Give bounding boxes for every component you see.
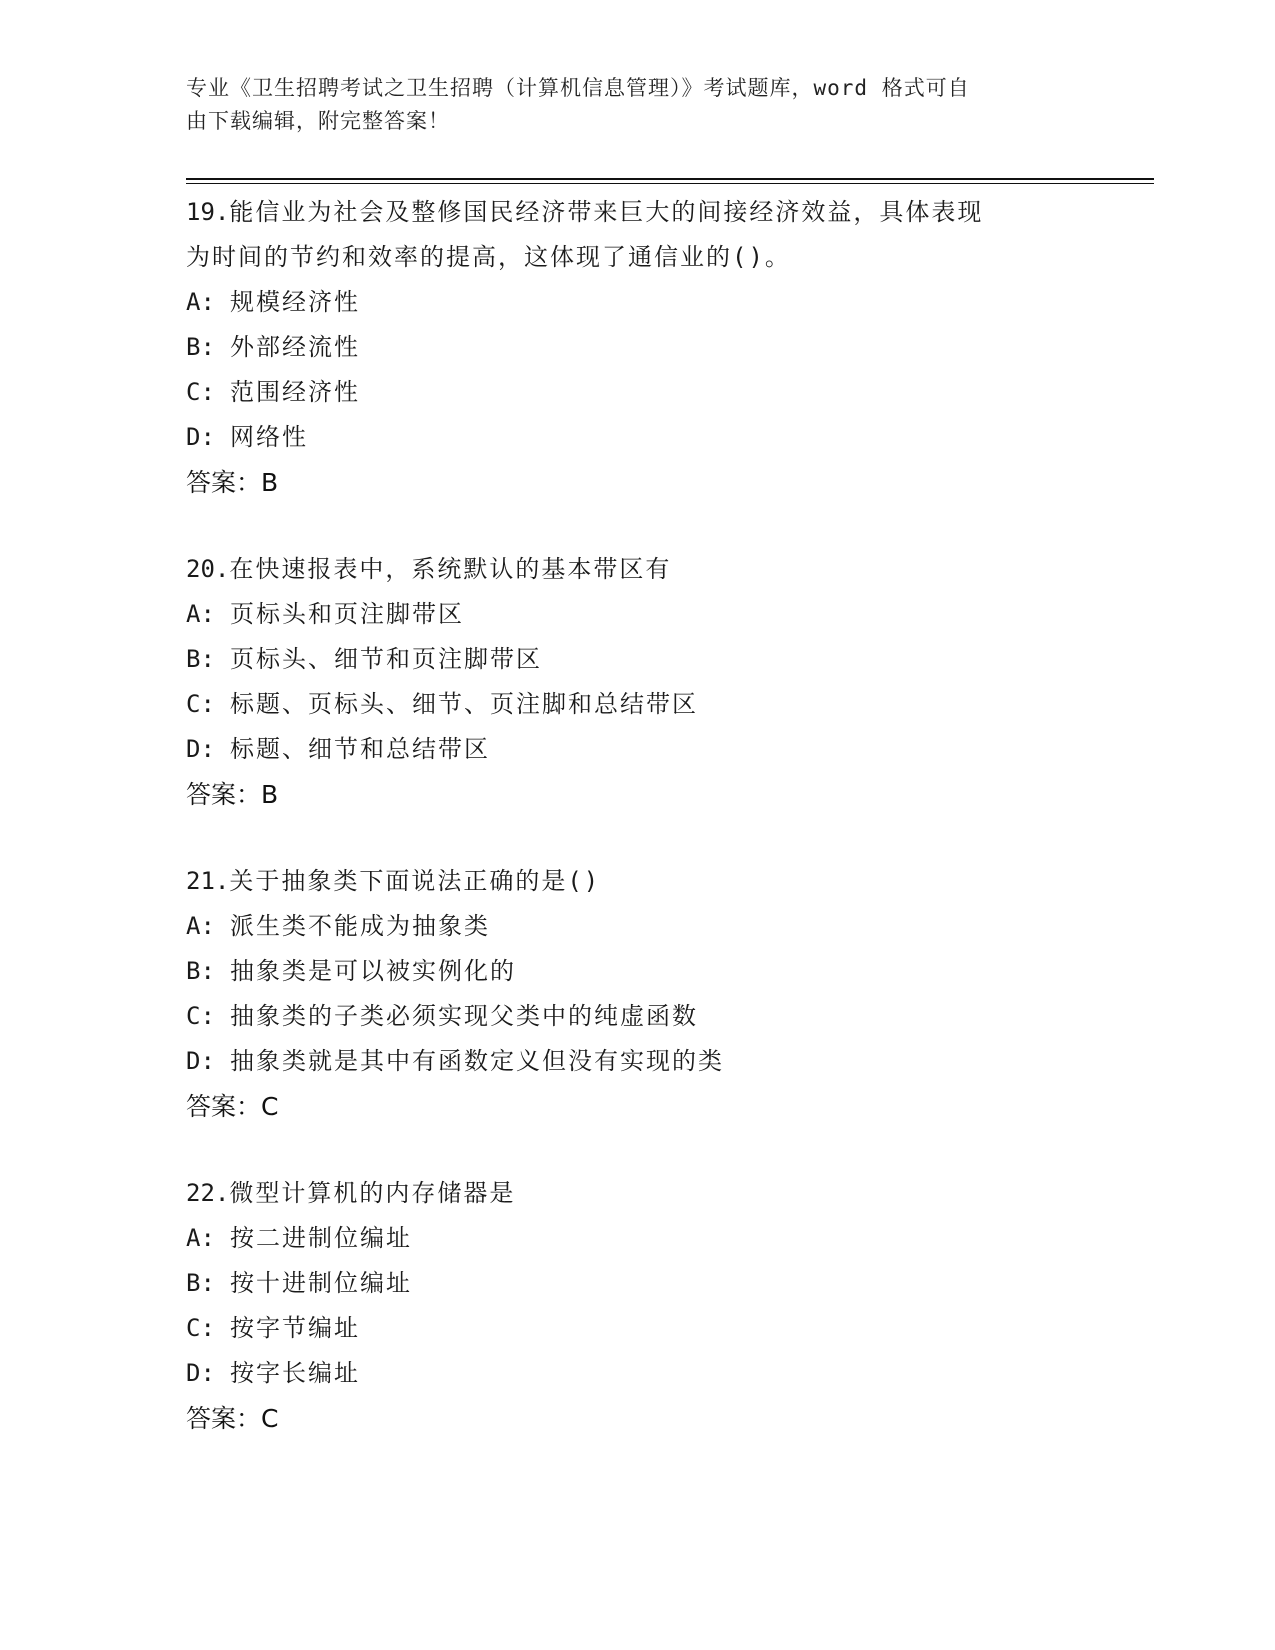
question-text-line-1: 能信业为社会及整修国民经济带来巨大的间接经济效益，具体表现 bbox=[229, 198, 984, 226]
question-text-line-1: 关于抽象类下面说法正确的是() bbox=[229, 867, 601, 895]
option-text: 按字长编址 bbox=[230, 1359, 360, 1387]
option-letter: B: bbox=[186, 1269, 215, 1297]
question-text-line-2: 为时间的节约和效率的提高，这体现了通信业的()。 bbox=[186, 243, 791, 271]
option-text: 标题、页标头、细节、页注脚和总结带区 bbox=[230, 690, 698, 718]
question-stem bbox=[186, 547, 1106, 592]
option-letter: C: bbox=[186, 690, 215, 718]
question-number: 20. bbox=[186, 555, 230, 583]
option-text: 抽象类的子类必须实现父类中的纯虚函数 bbox=[230, 1002, 698, 1030]
question-number: 22. bbox=[186, 1179, 230, 1207]
option-a bbox=[186, 280, 1106, 325]
question-stem bbox=[186, 859, 1106, 904]
document-header bbox=[186, 72, 1066, 138]
option-d bbox=[186, 415, 1106, 460]
question-text-line-1: 微型计算机的内存储器是 bbox=[229, 1179, 516, 1207]
option-text: 按二进制位编址 bbox=[230, 1224, 412, 1252]
option-letter: A: bbox=[186, 600, 215, 628]
option-letter: B: bbox=[186, 645, 215, 673]
option-letter: B: bbox=[186, 333, 215, 361]
question-number: 21. bbox=[186, 867, 230, 895]
option-b bbox=[186, 1261, 1106, 1306]
question-text-line-1: 在快速报表中，系统默认的基本带区有 bbox=[229, 555, 672, 583]
question-19 bbox=[186, 190, 1106, 505]
option-text: 抽象类是可以被实例化的 bbox=[230, 957, 516, 985]
option-c bbox=[186, 370, 1106, 415]
option-text: 规模经济性 bbox=[230, 288, 360, 316]
answer-label: 答案：C bbox=[186, 1404, 279, 1433]
question-21 bbox=[186, 859, 1106, 1129]
answer-label: 答案：C bbox=[186, 1092, 279, 1121]
answer-label: 答案：B bbox=[186, 468, 279, 497]
option-letter: D: bbox=[186, 1047, 215, 1075]
question-22 bbox=[186, 1171, 1106, 1441]
option-letter: D: bbox=[186, 423, 215, 451]
option-text: 页标头、细节和页注脚带区 bbox=[230, 645, 542, 673]
option-text: 页标头和页注脚带区 bbox=[230, 600, 464, 628]
option-text: 外部经流性 bbox=[230, 333, 360, 361]
header-divider-thick bbox=[186, 178, 1154, 180]
question-stem bbox=[186, 1171, 1106, 1216]
option-a bbox=[186, 904, 1106, 949]
option-text: 抽象类就是其中有函数定义但没有实现的类 bbox=[230, 1047, 724, 1075]
option-letter: B: bbox=[186, 957, 215, 985]
option-text: 范围经济性 bbox=[230, 378, 360, 406]
question-list bbox=[186, 190, 1106, 1483]
header-line-1: 专业《卫生招聘考试之卫生招聘（计算机信息管理）》考试题库，word 格式可自 bbox=[186, 76, 970, 100]
option-text: 标题、细节和总结带区 bbox=[230, 735, 490, 763]
option-letter: A: bbox=[186, 288, 215, 316]
option-d bbox=[186, 727, 1106, 772]
option-letter: A: bbox=[186, 912, 215, 940]
option-text: 派生类不能成为抽象类 bbox=[230, 912, 490, 940]
option-letter: D: bbox=[186, 735, 215, 763]
option-d bbox=[186, 1039, 1106, 1084]
header-divider-thin bbox=[186, 183, 1154, 184]
header-line-2: 由下载编辑，附完整答案！ bbox=[186, 109, 450, 133]
option-letter: C: bbox=[186, 378, 215, 406]
answer-label: 答案：B bbox=[186, 780, 279, 809]
option-c bbox=[186, 682, 1106, 727]
option-letter: C: bbox=[186, 1314, 215, 1342]
option-letter: C: bbox=[186, 1002, 215, 1030]
question-number: 19. bbox=[186, 198, 230, 226]
option-c bbox=[186, 994, 1106, 1039]
option-letter: A: bbox=[186, 1224, 215, 1252]
option-c bbox=[186, 1306, 1106, 1351]
option-a bbox=[186, 592, 1106, 637]
option-b bbox=[186, 325, 1106, 370]
option-letter: D: bbox=[186, 1359, 215, 1387]
option-text: 按十进制位编址 bbox=[230, 1269, 412, 1297]
option-b bbox=[186, 949, 1106, 994]
option-text: 网络性 bbox=[230, 423, 308, 451]
question-20 bbox=[186, 547, 1106, 817]
option-text: 按字节编址 bbox=[230, 1314, 360, 1342]
option-d bbox=[186, 1351, 1106, 1396]
question-stem bbox=[186, 190, 1106, 235]
option-a bbox=[186, 1216, 1106, 1261]
option-b bbox=[186, 637, 1106, 682]
